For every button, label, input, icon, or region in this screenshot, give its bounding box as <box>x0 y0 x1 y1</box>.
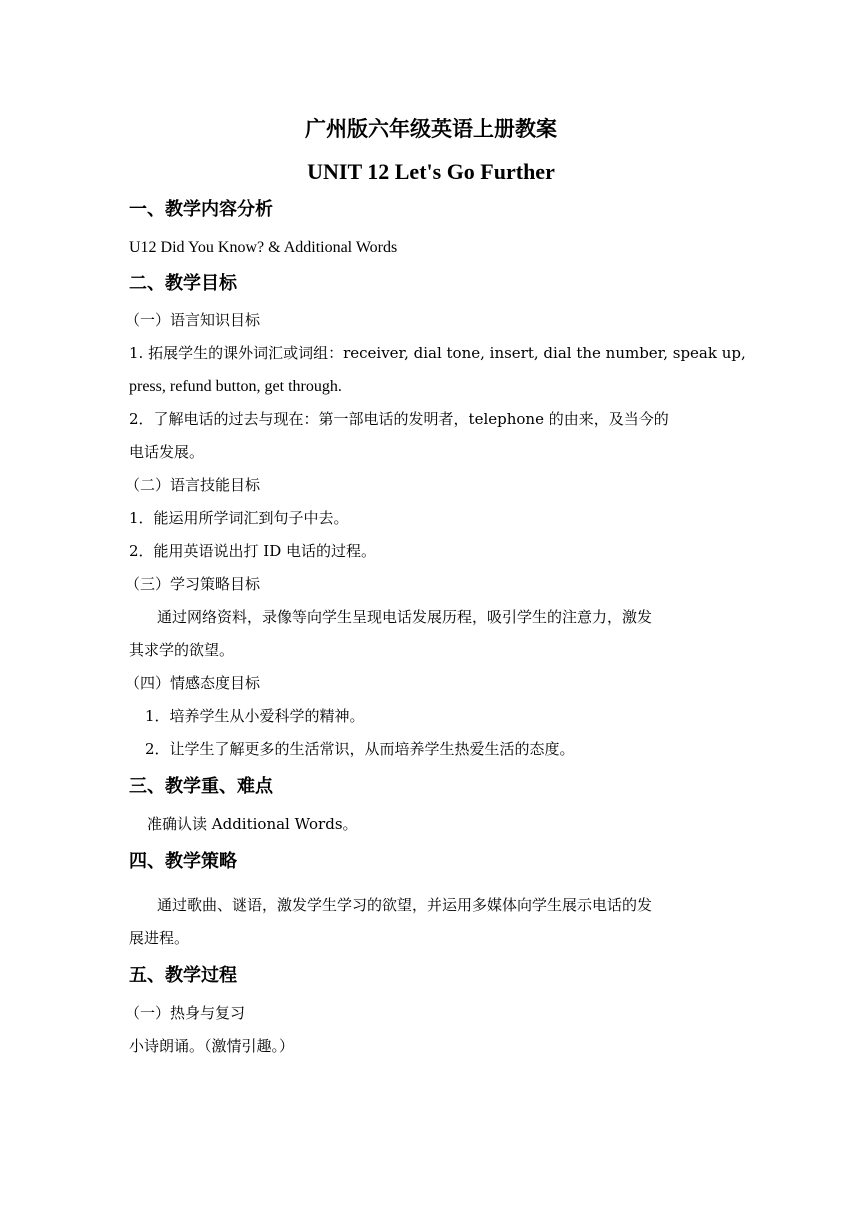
knowledge-item-2-line-2: 电话发展。 <box>129 443 205 461</box>
section-heading-objectives: 二、教学目标 <box>129 273 237 294</box>
knowledge-item-2-line-1: 2．了解电话的过去与现在：第一部电话的发明者，telephone 的由来，及当今的 <box>129 410 669 428</box>
knowledge-item-1-line-2: press, refund button, get through. <box>129 378 342 395</box>
skill-item-2: 2．能用英语说出打 ID 电话的过程。 <box>129 542 377 560</box>
emotion-item-2: 2．让学生了解更多的生活常识，从而培养学生热爱生活的态度。 <box>145 740 575 758</box>
document-title: 广州版六年级英语上册教案 <box>305 117 557 141</box>
key-points-text: 准确认读 Additional Words。 <box>147 815 358 833</box>
document-body <box>125 112 746 1063</box>
objective-subheading-emotion: （四）情感态度目标 <box>125 674 261 692</box>
section-heading-key-points: 三、教学重、难点 <box>129 776 273 797</box>
emotion-item-1: 1．培养学生从小爱科学的精神。 <box>145 707 365 725</box>
document-subtitle: UNIT 12 Let's Go Further <box>307 159 555 184</box>
objective-subheading-skills: （二）语言技能目标 <box>125 476 261 494</box>
objective-subheading-knowledge: （一）语言知识目标 <box>125 311 261 329</box>
process-subheading-warmup: （一）热身与复习 <box>125 1004 246 1022</box>
section-heading-teaching-strategy: 四、教学策略 <box>129 851 237 872</box>
teaching-strategy-line-2: 展进程。 <box>129 929 190 947</box>
warmup-text: 小诗朗诵。（激情引趣。） <box>129 1037 295 1055</box>
section-heading-teaching-process: 五、教学过程 <box>129 965 237 986</box>
section-heading-content-analysis: 一、教学内容分析 <box>129 199 273 220</box>
strategy-text-line-2: 其求学的欲望。 <box>129 641 235 659</box>
teaching-strategy-line-1: 通过歌曲、谜语，激发学生学习的欲望，并运用多媒体向学生展示电话的发 <box>157 896 653 914</box>
knowledge-item-1-line-1: 1. 拓展学生的课外词汇或词组：receiver, dial tone, insert, dial the number, speak up, <box>129 344 746 362</box>
objective-subheading-strategy: （三）学习策略目标 <box>125 575 261 593</box>
content-analysis-text: U12 Did You Know? & Additional Words <box>129 239 398 256</box>
skill-item-1: 1．能运用所学词汇到句子中去。 <box>129 509 349 527</box>
strategy-text-line-1: 通过网络资料，录像等向学生呈现电话发展历程，吸引学生的注意力，激发 <box>157 608 653 626</box>
